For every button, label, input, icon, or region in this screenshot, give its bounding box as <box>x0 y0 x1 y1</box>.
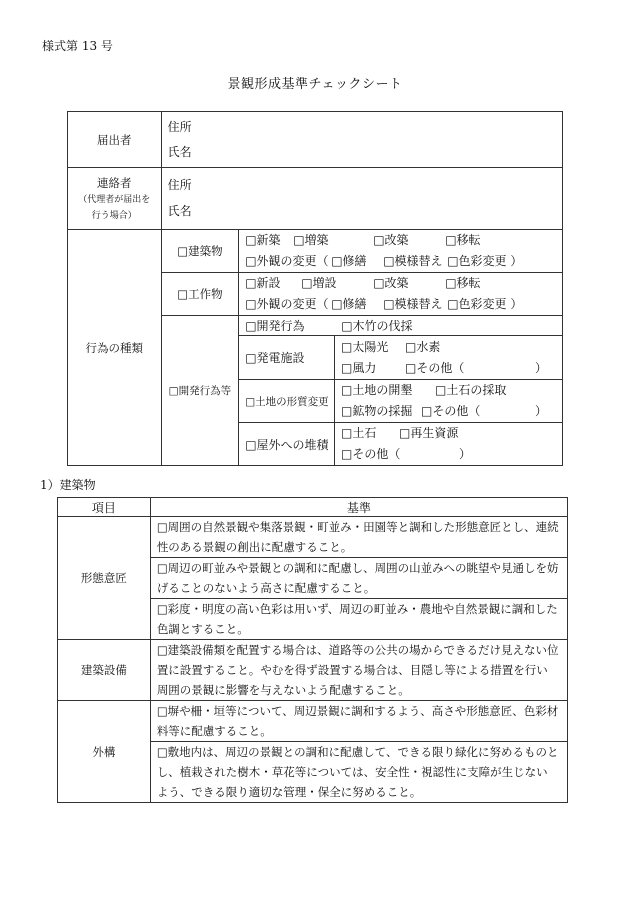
structure-row-2 <box>245 294 562 315</box>
criteria-line: よう、できる限り適切な管理・保全に努めること。 <box>156 785 422 799</box>
application-table <box>67 111 563 466</box>
solar-option[interactable]: □太陽光 <box>341 339 389 354</box>
power-option[interactable]: □発電施設 <box>239 336 335 380</box>
building-color-option[interactable]: □色彩変更 ） <box>447 254 523 268</box>
criteria-table <box>57 497 568 803</box>
building-extend-option[interactable]: □増築 <box>293 233 329 247</box>
contact-name-label: 氏名 <box>167 203 192 218</box>
land-other-close: ） <box>535 404 548 418</box>
criteria-line: 置に設置すること。やむを得ず設置する場合は、目隠し等による措置を行い <box>156 663 548 677</box>
contact-note-1: （代理者が届出を <box>78 194 151 205</box>
form-design-label: 形態意匠 <box>58 517 151 640</box>
dev-act-option[interactable]: □開発行為 <box>245 319 305 333</box>
outdoor-other-option[interactable]: □その他（ <box>341 447 401 461</box>
outdoor-row-1 <box>341 423 562 444</box>
power-row-1 <box>341 337 562 358</box>
tree-cutting-option[interactable]: □木竹の伐採 <box>341 319 413 333</box>
wind-option[interactable]: □風力 <box>341 360 377 375</box>
land-clearing-option[interactable]: □土地の開墾 <box>341 383 413 397</box>
power-other-option[interactable]: □その他（ <box>405 360 465 375</box>
outdoor-option[interactable]: □屋外への堆積 <box>239 423 335 466</box>
structure-option[interactable]: □工作物 <box>161 273 239 316</box>
criteria-line: 料等に配慮すること。 <box>156 724 272 738</box>
criteria-item[interactable] <box>150 701 567 742</box>
structure-remodel-option[interactable]: □模様替え <box>383 297 443 311</box>
equipment-label: 建築設備 <box>58 640 151 701</box>
land-row-2 <box>341 401 562 422</box>
power-row-2 <box>341 358 562 379</box>
building-option[interactable]: □建築物 <box>161 230 239 273</box>
outdoor-other-close: ） <box>459 447 472 461</box>
criteria-line: 色調とすること。 <box>156 622 249 636</box>
contact-cell <box>161 168 562 230</box>
contact-address-label: 住所 <box>167 177 192 192</box>
criteria-item[interactable] <box>150 599 567 640</box>
building-row-1 <box>245 230 562 251</box>
criteria-line: 性のある景観の創出に配慮すること。 <box>156 540 353 554</box>
power-options-cell <box>335 336 563 380</box>
structure-options-cell <box>239 273 563 316</box>
applicant-cell <box>161 112 562 168</box>
criteria-item[interactable] <box>150 742 567 803</box>
power-other-close: ） <box>535 360 548 375</box>
development-row-1 <box>239 316 563 336</box>
building-row-2 <box>245 251 562 272</box>
criteria-header: 基準 <box>150 498 567 517</box>
applicant-label: 届出者 <box>68 112 162 168</box>
criteria-line: □周囲の自然景観や集落景観・町並み・田園等と調和した形態意匠とし、連続 <box>156 520 559 534</box>
building-rebuild-option[interactable]: □改築 <box>373 233 409 247</box>
hydrogen-option[interactable]: □水素 <box>405 339 441 354</box>
structure-exterior-option[interactable]: □外観の変更（ <box>245 297 329 311</box>
criteria-line: □建築設備類を配置する場合は、道路等の公共の場からできるだけ見えない位 <box>156 643 559 657</box>
exterior-label: 外構 <box>58 701 151 803</box>
applicant-address-label: 住所 <box>167 119 192 134</box>
structure-color-option[interactable]: □色彩変更 ） <box>447 297 523 311</box>
land-options-cell <box>335 380 563 423</box>
soil-extraction-option[interactable]: □土石の採取 <box>435 383 507 397</box>
applicant-name-label: 氏名 <box>167 144 192 159</box>
contact-note-2: 行う場合） <box>91 210 137 221</box>
building-remodel-option[interactable]: □模様替え <box>383 254 443 268</box>
building-new-option[interactable]: □新築 <box>245 233 281 247</box>
form-number: 様式第 13 号 <box>42 39 113 53</box>
development-option[interactable]: □開発行為等 <box>161 316 239 466</box>
structure-new-option[interactable]: □新設 <box>245 276 281 290</box>
criteria-line: □彩度・明度の高い色彩は用いず、周辺の町並み・農地や自然景観に調和した <box>156 602 558 616</box>
contact-label: 連絡者 <box>97 175 132 190</box>
building-move-option[interactable]: □移転 <box>445 233 481 247</box>
recycled-option[interactable]: □再生資源 <box>399 426 459 440</box>
mining-option[interactable]: □鉱物の採掘 <box>341 404 413 418</box>
criteria-item[interactable] <box>150 640 567 701</box>
criteria-item[interactable] <box>150 517 567 558</box>
structure-row-1 <box>245 273 562 294</box>
criteria-line: し、植栽された樹木・草花等については、安全性・視認性に支障が生じない <box>156 765 548 779</box>
building-options-cell <box>239 230 563 273</box>
outdoor-row-2 <box>341 444 562 465</box>
item-header: 項目 <box>58 498 151 517</box>
outdoor-options-cell <box>335 423 563 466</box>
structure-move-option[interactable]: □移転 <box>445 276 481 290</box>
soil-stone-option[interactable]: □土石 <box>341 426 377 440</box>
land-other-option[interactable]: □その他（ <box>421 404 481 418</box>
building-exterior-option[interactable]: □外観の変更（ <box>245 254 329 268</box>
criteria-item[interactable] <box>150 558 567 599</box>
page-title: 景観形成基準チェックシート <box>227 77 403 92</box>
section-heading: 1）建築物 <box>40 478 96 492</box>
act-type-label: 行為の種類 <box>68 230 162 466</box>
land-option[interactable]: □土地の形質変更 <box>239 380 335 423</box>
criteria-line: □敷地内は、周辺の景観との調和に配慮して、できる限り緑化に努めるものと <box>156 745 559 759</box>
criteria-line: 周囲の景観に影響を与えないよう配慮すること。 <box>156 683 410 697</box>
land-row-1 <box>341 380 562 401</box>
structure-repair-option[interactable]: □修繕 <box>331 297 367 311</box>
criteria-line: □周辺の町並みや景観との調和に配慮し、周囲の山並みへの眺望や見通しを妨 <box>156 561 559 575</box>
building-repair-option[interactable]: □修繕 <box>331 254 367 268</box>
structure-rebuild-option[interactable]: □改築 <box>373 276 409 290</box>
contact-label-cell <box>68 168 162 230</box>
criteria-line: □塀や柵・垣等について、周辺景観に調和するよう、高さや形態意匠、色彩材 <box>156 704 559 718</box>
criteria-line: げることのないよう高さに配慮すること。 <box>156 581 376 595</box>
structure-extend-option[interactable]: □増設 <box>301 276 337 290</box>
